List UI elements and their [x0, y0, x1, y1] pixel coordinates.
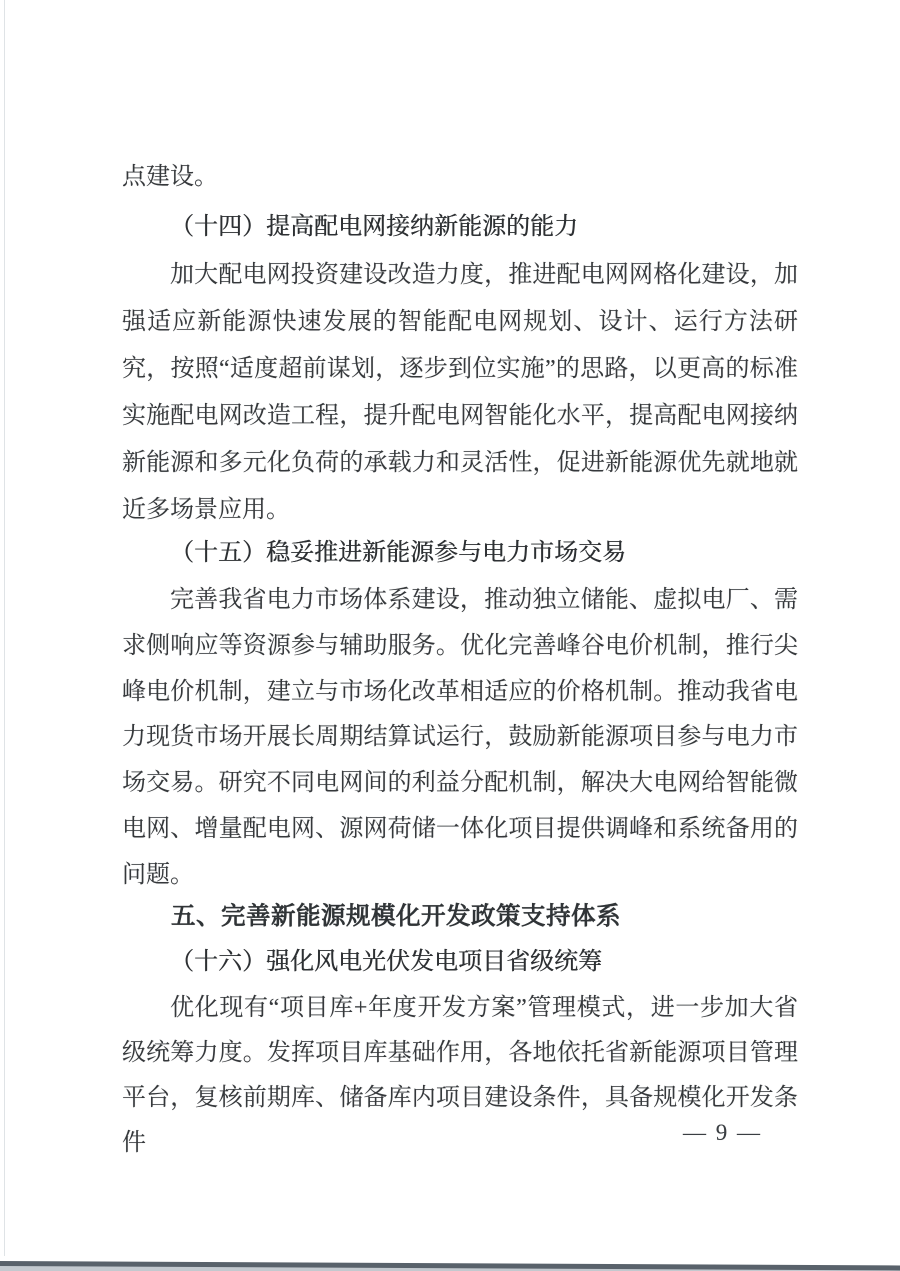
chapter-heading-5: 五、完善新能源规模化开发政策支持体系	[171, 903, 621, 930]
body-paragraph-16: 优化现有“项目库+年度开发方案”管理模式，进一步加大省级统筹力度。发挥项目库基础作用，各地依托省新能源项目管理平台，复核前期库、储备库内项目建设条件，具备规模化开发条件	[122, 995, 798, 1156]
body-paragraph-15: 完善我省电力市场体系建设，推动独立储能、虚拟电厂、需求侧响应等资源参与辅助服务。优化完善峰谷电价机制，推行尖峰电价机制，建立与市场化改革相适应的价格机制。推动我省电力现货市场开展长周期结算试运行，鼓励新能源项目参与电力市场交易。研究不同电网间的利益分配机制，解决大电网给智能微电网、增量配电网、源网荷储一体化项目提供调峰和系统备用的问题。	[122, 587, 798, 888]
section-heading-16: （十六）强化风电光伏发电项目省级统筹	[170, 949, 602, 975]
scan-left-edge-line	[4, 0, 5, 1256]
section-heading-15: （十五）稳妥推进新能源参与电力市场交易	[170, 540, 626, 566]
body-paragraph-14: 加大配电网投资建设改造力度，推进配电网网格化建设，加强适应新能源快速发展的智能配电网规划、设计、运行方法研究，按照“适度超前谋划，逐步到位实施”的思路，以更高的标准实施配电网改造工程，提升配电网智能化水平，提高配电网接纳新能源和多元化负荷的承载力和灵活性，促进新能源优先就地就近多场景应用。	[122, 262, 798, 523]
section-heading-14: （十四）提高配电网接纳新能源的能力	[170, 214, 578, 240]
continuation-paragraph: 点建设。	[122, 164, 218, 190]
page-number: — 9 —	[683, 1120, 762, 1145]
